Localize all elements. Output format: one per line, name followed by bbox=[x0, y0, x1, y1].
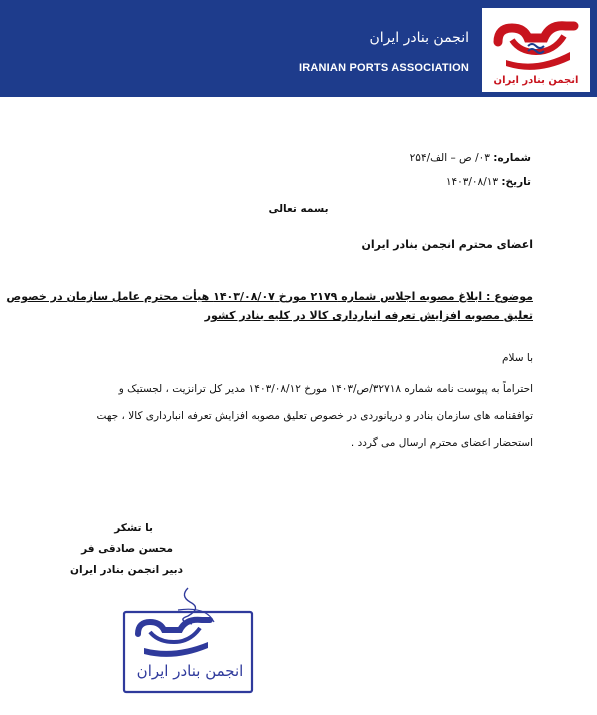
letter-number-value: ۰۳/ ص – الف/۲۵۴ bbox=[409, 152, 490, 164]
invocation: بسمه تعالی bbox=[268, 203, 329, 215]
organization-name-en: IRANIAN PORTS ASSOCIATION bbox=[298, 62, 469, 74]
letter-body bbox=[57, 376, 533, 457]
signer-title: دبیر انجمن بنادر ایران bbox=[70, 564, 183, 576]
letter-date-value: ۱۴۰۳/۰۸/۱۳ bbox=[445, 176, 499, 188]
organization-name-fa: انجمن بنادر ایران bbox=[369, 30, 469, 46]
signature-block bbox=[63, 518, 183, 581]
subject-line-2: تعلیق مصوبه افزایش تعرفه انبارداری کالا در کلیه بنادر کشور bbox=[204, 309, 533, 322]
body-line-2: توافقنامه های سازمان بنادر و دریانوردی در خصوص تعلیق مصوبه افزایش تعرفه انبارداری کالا ، جهت bbox=[96, 410, 533, 422]
body-line-1: احتراماً به پیوست نامه شماره ۳۲۷۱۸/ص/۱۴۰۳ مورخ ۱۴۰۳/۰۸/۱۲ مدیر کل ترانزیت ، لجستیک و bbox=[118, 383, 533, 395]
closing-text: با تشکر bbox=[114, 522, 153, 534]
letter-number-label: شماره: bbox=[493, 152, 531, 164]
letterhead-header bbox=[0, 0, 597, 97]
body-line-3: استحضار اعضای محترم ارسال می گردد . bbox=[350, 437, 533, 449]
addressee: اعضای محترم انجمن بنادر ایران bbox=[361, 238, 533, 251]
letter-number bbox=[410, 152, 531, 164]
stamp-caption: انجمن بنادر ایران bbox=[136, 662, 244, 680]
letter-date-label: تاریخ: bbox=[501, 176, 531, 188]
letter-date bbox=[446, 176, 531, 188]
salutation: با سلام bbox=[501, 352, 533, 364]
subject-line-1: موضوع : ابلاغ مصوبه اجلاس شماره ۲۱۷۹ مورخ ۱۴۰۳/۰۸/۰۷ هیأت محترم عامل سازمان در خصوص bbox=[6, 290, 533, 303]
signer-name: محسن صادقی فر bbox=[81, 543, 173, 555]
letter-subject bbox=[6, 290, 533, 328]
logo-caption: انجمن بنادر ایران bbox=[493, 75, 579, 86]
organization-logo bbox=[482, 8, 590, 92]
